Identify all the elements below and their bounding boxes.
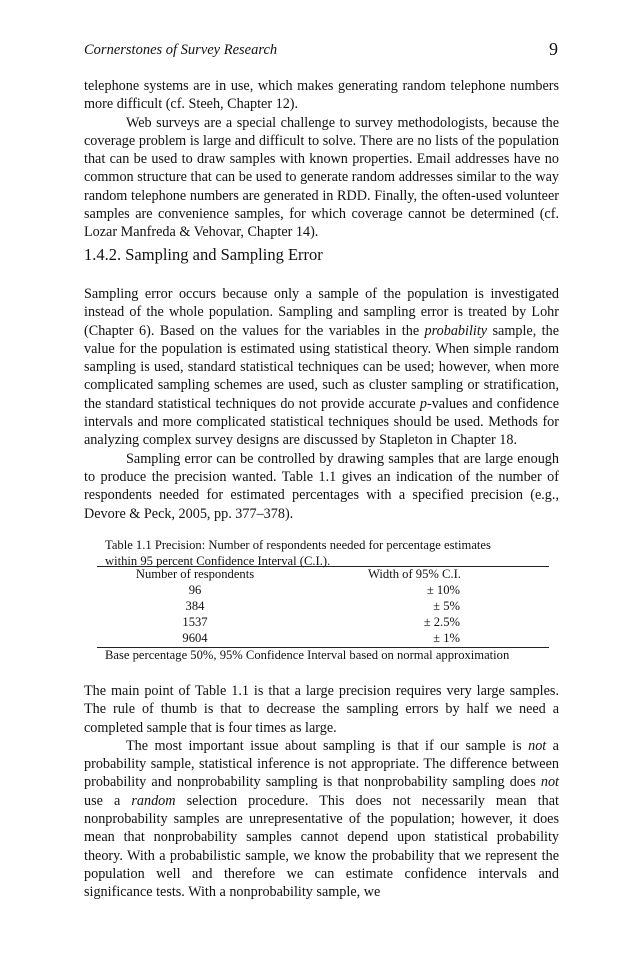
paragraph-5: The main point of Table 1.1 is that a large precision requires very large samples. The rule of thumb is that to decrease the sampling errors by half we need a completed sample that is four times as large. <box>84 683 559 736</box>
cell-width: ± 1% <box>433 631 460 645</box>
paragraph-6: The most important issue about sampling is that if our sample is not a probability sample, statistical inference is not appropriate. The difference between probability and nonprobability sampling is that nonprobability sampling does not use a random selection procedure. This does not necessarily mean that nonprobability samples are unrepresentative of the population; however, it does mean that nonprobability samples cannot depend upon statistical probability theory. With a probabilistic sample, we know the probability that we represent the population well and therefore we can estimate confidence intervals and significance tests. With a nonprobability sample, we <box>84 737 559 901</box>
page-number: 9 <box>549 39 558 59</box>
table-row <box>97 615 549 631</box>
table-row <box>97 631 549 647</box>
running-title: Cornerstones of Survey Research <box>84 42 278 58</box>
paragraph-2: Web surveys are a special challenge to survey methodologists, because the coverage problem is large and difficult to solve. There are no lists of the population that can be used to draw samples with known properties. Email addresses have no common structure that can be used to generate random addresses similar to the way random telephone numbers are generated in RDD. Finally, the often-used volunteer samples are convenience samples, for which coverage cannot be determined (cf. Lozar Manfreda & Vehovar, Chapter 14). <box>84 114 559 241</box>
cell-respondents: 96 <box>188 583 202 597</box>
table-caption-line-1: Table 1.1 Precision: Number of respondents needed for percentage estimates <box>105 538 491 552</box>
cell-width: ± 5% <box>433 599 460 613</box>
cell-width: ± 2.5% <box>423 615 460 629</box>
paragraph-4: Sampling error can be controlled by drawing samples that are large enough to produce the precision wanted. Table 1.1 gives an indication of the number of respondents needed for estimated percentages with a specified precision (e.g., Devore & Peck, 2005, pp. 377–378). <box>84 450 559 522</box>
table-header-row <box>97 567 549 583</box>
paragraph-1: telephone systems are in use, which makes generating random telephone numbers more difficult (cf. Steeh, Chapter 12). <box>84 78 559 113</box>
text-block-middle <box>84 285 559 523</box>
cell-respondents: 384 <box>185 599 205 613</box>
cell-width: ± 10% <box>426 583 460 597</box>
cell-respondents: 1537 <box>182 615 208 629</box>
cell-respondents: 9604 <box>182 631 208 645</box>
text-block-bottom <box>84 682 559 902</box>
table-row <box>97 599 549 615</box>
section-heading: 1.4.2. Sampling and Sampling Error <box>84 245 323 264</box>
col-header-respondents: Number of respondents <box>135 567 255 581</box>
page-header <box>84 39 558 64</box>
table-footnote: Base percentage 50%, 95% Confidence Interval based on normal approximation <box>105 648 510 662</box>
text-block-top <box>84 77 559 242</box>
table-row <box>97 583 549 599</box>
table-caption <box>105 537 545 569</box>
paragraph-3: Sampling error occurs because only a sample of the population is investigated instead of the whole population. Sampling and sampling error is treated by Lohr (Chapter 6). Based on the values for the variables in the probability sample, the value for the population is estimated using statistical theory. When simple random sampling is used, standard statistical techniques can be used; however, when more complicated sampling schemes are used, such as cluster sampling or stratification, the standard statistical techniques do not provide accurate p-values and confidence intervals and more complicated statistical techniques should be used. Methods for analyzing complex survey designs are discussed by Stapleton in Chapter 18. <box>84 286 559 449</box>
col-header-width: Width of 95% C.I. <box>368 567 461 581</box>
table-caption-line-2: within 95 percent Confidence Interval (C.I.). <box>105 554 331 568</box>
